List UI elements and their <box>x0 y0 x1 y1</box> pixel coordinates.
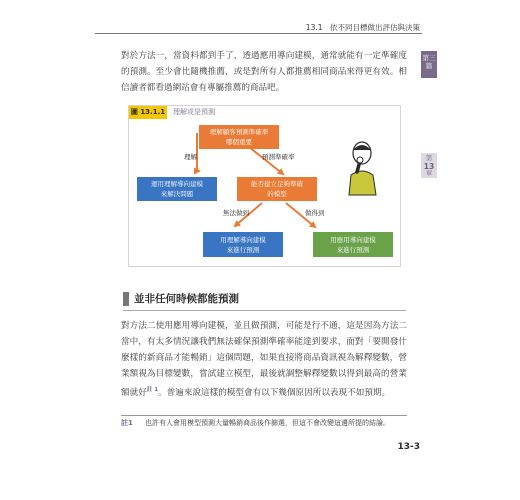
footnote-reference[interactable]: 註 1 <box>146 387 159 393</box>
section-title: 並非任何時候都能預測 <box>134 293 239 305</box>
node-solve-with-understanding <box>137 177 217 201</box>
edge-label-understand: 理解 <box>184 153 197 161</box>
node-bottom-left-text: 用理解導向建模 來進行預測 <box>220 235 266 254</box>
paragraph-1: 對於方法一，當資料都到手了，透過應用導向建模，通常就能有一定準確度的預測。至少會比隨機推薦，或是對所有人都推薦相同商品來得更有效。相信讀者都看過網站會有專屬推薦的商品吧。 <box>121 51 407 93</box>
footnote-text: 也許有人會用模型預測大量暢銷商品後作篩選，但這不會改變這邊所提的結論。 <box>145 419 390 427</box>
chapter-tab-prefix: 第 <box>425 154 433 162</box>
node-top-text: 理解顧客預測準確率 哪個重要 <box>209 128 269 146</box>
chapter-tab <box>421 153 437 178</box>
edge-label-can: 做得到 <box>305 209 325 217</box>
paragraph-2-text-b: 。普遍來說這樣的模型會有以下幾個原因所以表現不如預期。 <box>158 387 391 398</box>
part-tab-label: 第三篇 <box>422 54 436 70</box>
paragraph-2 <box>121 318 407 401</box>
node-left-text: 運用理解導向建模 來解決問題 <box>151 180 203 198</box>
figure-13-1-1 <box>128 105 401 267</box>
node-predict-with-application <box>313 232 393 257</box>
node-understand-or-predict <box>199 125 279 149</box>
figure-label: 圖 13.1.1 <box>129 106 167 119</box>
section-rule <box>123 310 406 311</box>
node-right-text: 能否建立足夠準確 的模型 <box>251 180 303 198</box>
node-predict-with-understanding <box>203 232 283 257</box>
node-accurate-model <box>237 177 317 201</box>
edge-label-accuracy: 預測準確率 <box>262 153 295 161</box>
thinking-person-icon <box>349 142 376 195</box>
header-rule <box>95 33 422 34</box>
paragraph-2-text-a: 對方法二使用應用導向建模，並且做預測，可能是行不通，這是因為方法二當中，有太多情況讓我們無法確保預測準確率能達到要求，面對「要開發什麼樣的新商品才能暢銷」這個問題，如果直接將商品資訊視為解釋變數，營業額視為目標變數，嘗試建立模型，最後就調整解釋變數以得到最高的營業額就好 <box>121 321 407 398</box>
chapter-tab-suffix: 章 <box>425 169 433 177</box>
page-number: 13-3 <box>397 442 420 452</box>
running-header: 13.1 依不同目標做出評估與決策 <box>305 23 420 32</box>
edge-label-cannot: 無法做到 <box>223 209 249 217</box>
figure-caption: 理解或是預測 <box>173 108 215 116</box>
chapter-tab-number: 13 <box>423 161 435 171</box>
node-bottom-right-text: 用應用導向建模 來進行預測 <box>330 235 376 254</box>
footnote-rule <box>121 415 407 416</box>
part-tab <box>421 51 437 78</box>
footnote-mark: 註1 <box>121 419 133 427</box>
section-marker <box>123 292 129 306</box>
